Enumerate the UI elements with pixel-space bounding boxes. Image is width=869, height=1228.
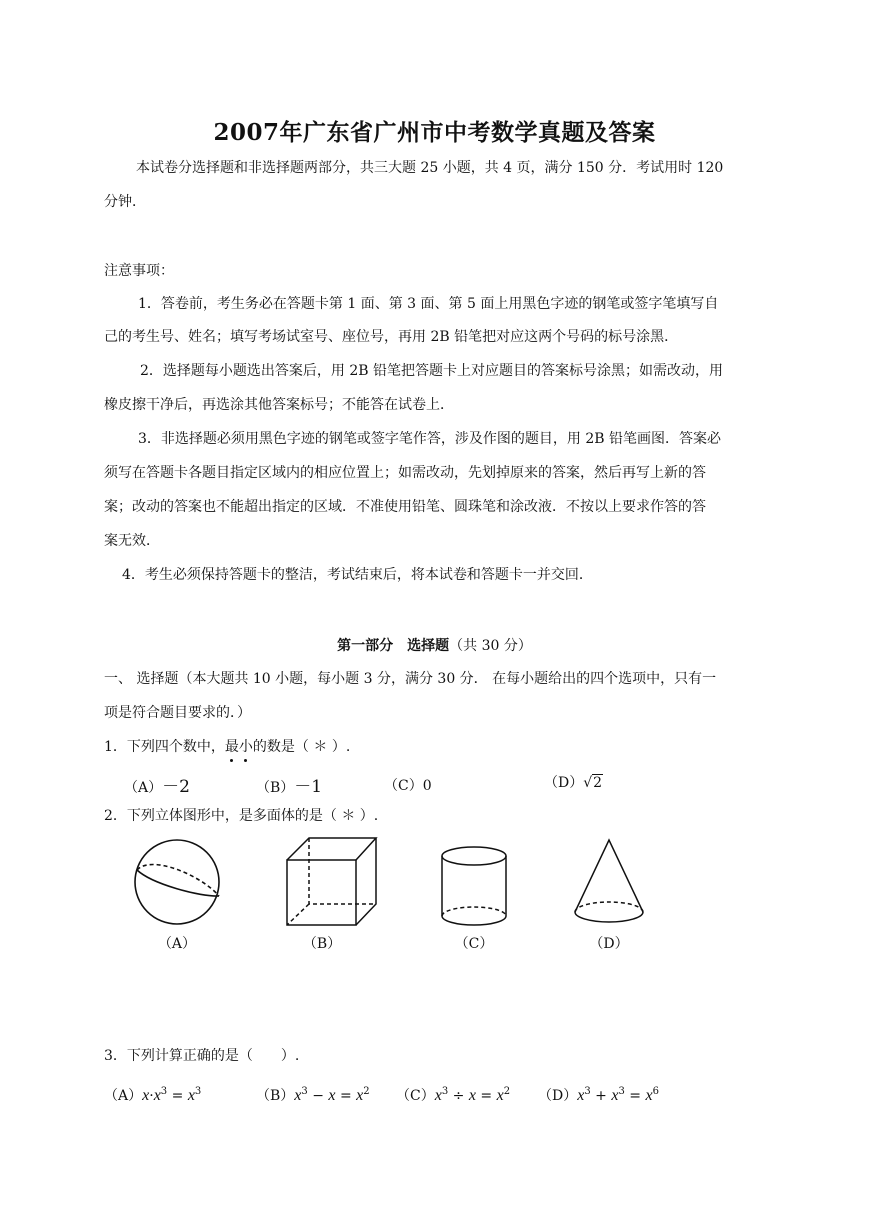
option-d-label: （D） [544,775,584,791]
var: x [142,1087,150,1104]
cylinder-bottom-back [442,907,506,916]
exponent: 3 [301,1086,308,1097]
var: x [187,1087,195,1104]
var: x [645,1087,653,1104]
operator: − [312,1088,324,1104]
option-a-label: （A） [104,1088,143,1104]
operator: ÷ [452,1088,465,1104]
question-1-stem-pre: 1．下列四个数中， [104,739,225,755]
operator: = [171,1088,184,1104]
cylinder-figure [442,847,506,925]
cone-sides [575,840,643,912]
question-1-option-a [124,772,190,797]
question-1-emphasis-1: 最 [224,739,239,755]
exponent: 3 [160,1086,168,1097]
question-1-stem [104,737,350,757]
exponent: 6 [652,1086,659,1097]
solid-figures [120,832,680,932]
part-one-title-bold: 第一部分 选择题 [337,638,450,654]
operator: = [339,1088,352,1104]
cone-figure [575,840,643,922]
cube-top-edges [287,838,376,860]
operator: = [480,1088,493,1104]
question-3-option-c [396,1085,510,1105]
question-1-option-d [544,772,603,792]
var: x [468,1087,476,1104]
option-a-label: （A） [124,780,163,796]
figure-label-b: （B） [302,936,342,952]
part-one-title-rest: （共 30 分） [449,638,532,654]
sphere-front-equator [137,870,219,896]
cube-hidden-edges [287,838,376,925]
question-3-option-d [538,1085,659,1105]
exponent: 3 [441,1086,449,1097]
sphere-back-equator [137,864,219,896]
operator: + [595,1088,607,1104]
notice-heading: 注意事项： [104,263,174,279]
notice-item-1-line-1: 1．答卷前，考生务必在答题卡第 1 面、第 3 面、第 5 面上用黑色字迹的钢笔或签字笔填写自 [138,296,719,312]
option-a-value: －2 [162,777,190,797]
var: x [328,1087,336,1104]
notice-item-2-line-1: 2．选择题每小题选出答案后，用 2B 铅笔把答题卡上对应题目的答案标号涂黑；如需改动，用 [140,363,724,379]
notice-item-4-line-1: 4．考生必须保持答题卡的整洁，考试结束后，将本试卷和答题卡一并交回． [122,567,593,583]
figure-label-c: （C） [454,936,494,952]
operator: · [149,1088,154,1104]
question-3-option-a [104,1085,201,1105]
question-1-emphasis-2: 小 [238,739,253,755]
exponent: 3 [194,1086,202,1097]
var: x [153,1087,161,1104]
sphere-figure [135,840,219,924]
exponent: 3 [584,1086,591,1097]
part-one-title [0,636,869,656]
notice-item-3-line-1: 3．非选择题必须用黑色字迹的钢笔或签字笔作答，涉及作图的题目，用 2B 铅笔画图．答案必 [138,431,722,447]
cylinder-top [442,847,506,865]
exponent: 2 [503,1086,511,1097]
section-one-line-2: 项是符合题目要求的．） [104,705,251,721]
notice-item-3-line-2: 须写在答题卡各题目指定区域内的相应位置上；如需改动，先划掉原来的答案，然后再写上新的答 [104,465,706,481]
question-1-stem-post: 的数是（ ＊ ）. [252,739,351,755]
cube-right-edges [356,838,376,925]
notice-item-2-line-2: 橡皮擦干净后，再选涂其他答案标号；不能答在试卷上． [104,397,454,413]
question-1-option-b [256,772,322,797]
cone-base-back [575,902,643,912]
var: x [356,1087,364,1104]
cone-base-front [575,912,643,922]
option-b-label: （B） [256,1088,295,1104]
figure-label-d: （D） [589,936,629,952]
question-2-stem: 2．下列立体图形中，是多面体的是（ ＊ ）. [104,808,379,824]
var: x [577,1087,585,1104]
exponent: 3 [618,1086,625,1097]
question-3-stem: 3．下列计算正确的是（ ）. [104,1048,300,1064]
radical-sign-icon: √ [583,775,593,791]
var: x [496,1087,504,1104]
notice-item-1-line-2: 己的考生号、姓名；填写考场试室号、座位号，再用 2B 铅笔把对应这两个号码的标号涂黑． [104,329,679,345]
question-3-option-b [256,1085,370,1105]
var: x [434,1087,442,1104]
option-d-label: （D） [538,1088,578,1104]
question-1-option-c: （C）0 [384,778,432,794]
notice-item-3-line-4: 案无效． [104,533,160,549]
radicand: 2 [593,775,603,791]
var: x [611,1087,619,1104]
var: x [294,1087,302,1104]
notice-item-3-line-3: 案；改动的答案也不能超出指定的区域．不准使用铅笔、圆珠笔和涂改液．不按以上要求作答的答 [104,499,706,515]
figure-label-a: （A） [157,936,197,952]
cube-figure [287,838,376,925]
document-title: 2007年广东省广州市中考数学真题及答案 [213,119,656,146]
sphere-outline [135,840,219,924]
intro-line-2: 分钟． [104,194,146,210]
sqrt-expression [583,775,603,791]
exponent: 2 [363,1086,370,1097]
option-c-label: （C） [396,1088,435,1104]
cylinder-bottom-front [442,916,506,925]
operator: = [629,1088,642,1104]
intro-line-1: 本试卷分选择题和非选择题两部分，共三大题 25 小题，共 4 页，满分 150 分．考试用时 120 [136,160,724,176]
option-b-label: （B） [256,780,295,796]
section-one-line-1: 一、 选择题（本大题共 10 小题，每小题 3 分，满分 30 分． 在每小题给出的四个选项中，只有一 [104,671,717,687]
option-b-value: －1 [294,777,323,797]
